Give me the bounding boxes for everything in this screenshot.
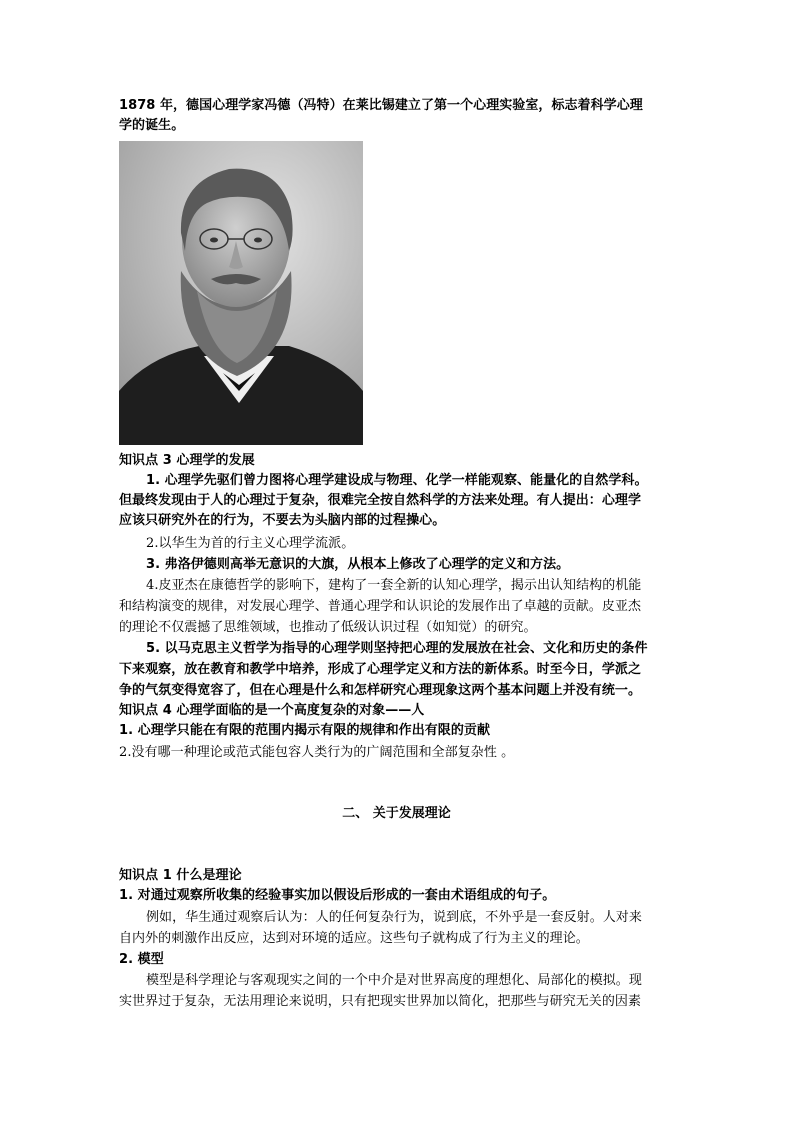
kp1-example-line-2: 自内外的刺激作出反应，达到对环境的适应。这些句子就构成了行为主义的理论。 (119, 931, 589, 946)
kp4-title: 知识点 4 心理学面临的是一个高度复杂的对象——人 (119, 703, 425, 718)
kp3-p5-line-1: 5. 以马克思主义哲学为指导的心理学则坚持把心理的发展放在社会、文化和历史的条件 (146, 641, 648, 656)
kp3-p3: 3. 弗洛伊德则高举无意识的大旗，从根本上修改了心理学的定义和方法。 (146, 557, 570, 572)
kp3-p4-line-3: 的理论不仅震撼了思维领域，也推动了低级认识过程（如知觉）的研究。 (119, 620, 537, 635)
kp1-example-line-1: 例如，华生通过观察后认为：人的任何复杂行为，说到底，不外乎是一套反射。人对来 (146, 910, 642, 925)
kp3-p5-line-2: 下来观察，放在教育和教学中培养，形成了心理学定义和方法的新体系。时至今日，学派之 (119, 662, 642, 677)
kp3-p1-line-3: 应该只研究外在的行为，不要去为头脑内部的过程操心。 (119, 513, 446, 528)
intro-line-1: 1878 年，德国心理学家冯德（冯特）在莱比锡建立了第一个心理实验室，标志着科学心理 (119, 98, 643, 113)
portrait-photo-icon (119, 141, 363, 445)
kp1-item-1: 1. 对通过观察所收集的经验事实加以假设后形成的一套由术语组成的句子。 (119, 888, 556, 903)
kp3-p4-line-2: 和结构演变的规律，对发展心理学、普通心理学和认识论的发展作出了卓越的贡献。皮亚杰 (119, 599, 642, 614)
kp3-p1-line-1: 1. 心理学先驱们曾力图将心理学建设成与物理、化学一样能观察、能量化的自然学科。 (146, 473, 648, 488)
kp4-item-1: 1. 心理学只能在有限的范围内揭示有限的规律和作出有限的贡献 (119, 723, 491, 738)
kp3-p5-line-3: 争的气氛变得宽容了，但在心理是什么和怎样研究心理现象这两个基本问题上并没有统一。 (119, 683, 642, 698)
kp1-model-line-1: 模型是科学理论与客观现实之间的一个中介是对世界高度的理想化、局部化的模拟。现 (146, 973, 642, 988)
kp1-item-2: 2. 模型 (119, 952, 164, 967)
kp3-p2: 2.以华生为首的行主义心理学流派。 (146, 536, 355, 551)
kp4-item-2: 2.没有哪一种理论或范式能包容人类行为的广阔范围和全部复杂性 。 (119, 745, 515, 760)
intro-line-2: 学的诞生。 (119, 118, 185, 133)
kp1-title: 知识点 1 什么是理论 (119, 868, 242, 883)
kp3-p4-line-1: 4.皮亚杰在康德哲学的影响下，建构了一套全新的认知心理学，揭示出认知结构的机能 (146, 578, 642, 593)
kp3-title: 知识点 3 心理学的发展 (119, 453, 255, 468)
kp3-p1-line-2: 但最终发现由于人的心理过于复杂，很难完全按自然科学的方法来处理。有人提出：心理学 (119, 493, 642, 508)
kp1-model-line-2: 实世界过于复杂，无法用理论来说明，只有把现实世界加以简化，把那些与研究无关的因素 (119, 994, 642, 1009)
section2-title: 二、 关于发展理论 (342, 806, 451, 821)
